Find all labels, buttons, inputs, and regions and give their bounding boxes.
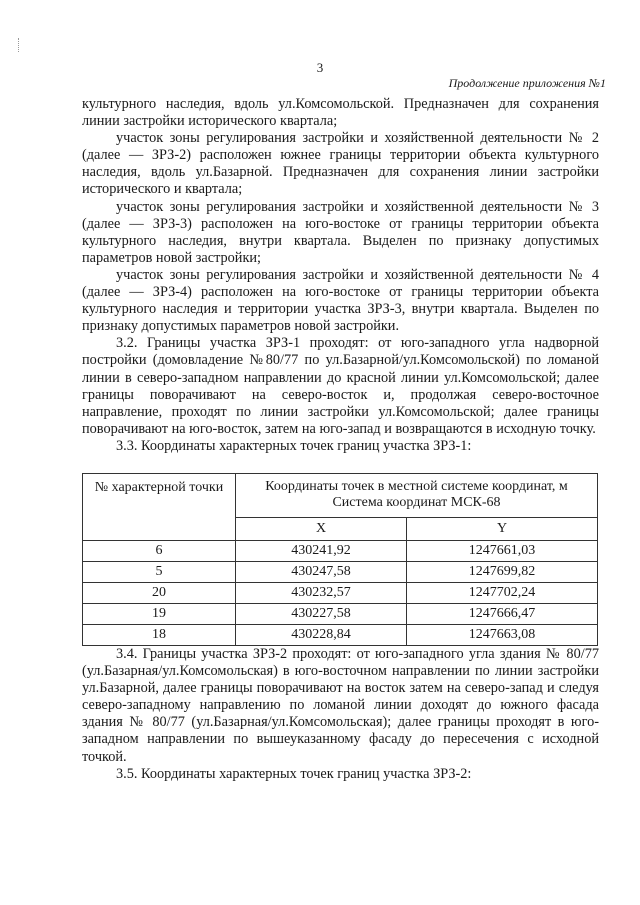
paragraph: участок зоны регулирования застройки и хозяйственной деятельности № 2 (далее — ЗРЗ-2) расположен южнее границы территории объекта культурного наследия, вдоль ул.Базарной. Предназначен для сохранения линии застройки исторического и квартала; — [82, 130, 599, 198]
cell-point: 5 — [83, 561, 236, 582]
coordinates-table — [82, 473, 598, 646]
paragraph: участок зоны регулирования застройки и хозяйственной деятельности № 4 (далее — ЗРЗ-4) расположен на юго-востоке от границы территории объекта культурного наследия и территории участка ЗРЗ-3, внутри квартала. Выделен по признаку допустимых параметров новой застройки. — [82, 266, 599, 335]
cell-x: 430241,92 — [236, 540, 407, 561]
cell-x: 430232,57 — [236, 582, 407, 603]
cell-x: 430247,58 — [236, 561, 407, 582]
appendix-note: Продолжение приложения №1 — [448, 76, 606, 90]
paragraph: 3.4. Границы участка ЗРЗ-2 проходят: от юго-западного угла здания № 80/77 (ул.Базарная/ул.Комсомольская) в юго-восточном направлении по линии застройки ул.Базарной, далее границы поворачивают на восток затем на северо-запад и следуя северо-западному направлению по ломаной линии доходят до южного фасада здания № 80/77 (ул.Базарная/ул.Комсомольская); далее границы проходят в юго-западном направлении по вышеуказанному фасаду до пересечения с исходной точкой. — [82, 645, 599, 765]
table-row — [83, 603, 598, 624]
table-row — [83, 540, 598, 561]
column-header-x: X — [236, 517, 407, 540]
column-header-point: № характерной точки — [83, 473, 236, 540]
table-caption: 3.3. Координаты характерных точек границ участка ЗРЗ-1: — [116, 437, 472, 454]
table-row — [83, 582, 598, 603]
cell-point: 19 — [83, 603, 236, 624]
cell-y: 1247663,08 — [407, 624, 598, 645]
margin-mark — [18, 38, 21, 52]
table-row — [83, 561, 598, 582]
paragraph: участок зоны регулирования застройки и хозяйственной деятельности № 3 (далее — ЗРЗ-3) расположен на юго-востоке от границы территории объекта культурного наследия, внутри квартала. Выделен по признаку допустимых параметров новой застройки; — [82, 198, 599, 266]
cell-y: 1247666,47 — [407, 603, 598, 624]
document-body — [82, 96, 599, 783]
cell-point: 6 — [83, 540, 236, 561]
column-header-y: Y — [407, 517, 598, 540]
cell-y: 1247661,03 — [407, 540, 598, 561]
cell-x: 430227,58 — [236, 603, 407, 624]
cell-point: 20 — [83, 582, 236, 603]
cell-point: 18 — [83, 624, 236, 645]
paragraph: 3.2. Границы участка ЗРЗ-1 проходят: от юго-западного угла надворной постройки (домовладение №80/77 по ул.Базарной/ул.Комсомольской) по ломаной линии в северо-западном направлении до красной линии ул.Комсомольской; далее границы поворачивают на северо-восток и, продолжая северо-восточное направление, проходят по линии застройки ул.Комсомольской; далее границы поворачивают на юго-восток, затем на юго-запад и возвращаются в исходную точку. — [82, 335, 599, 437]
paragraph: культурного наследия, вдоль ул.Комсомольской. Предназначен для сохранения линии застройки исторического квартала; — [82, 96, 599, 130]
page-number: 3 — [316, 60, 324, 75]
cell-x: 430228,84 — [236, 624, 407, 645]
table-row — [83, 624, 598, 645]
cell-y: 1247702,24 — [407, 582, 598, 603]
column-header-coordinates: Координаты точек в местной системе координат, м Система координат МСК-68 — [236, 473, 598, 517]
cell-y: 1247699,82 — [407, 561, 598, 582]
paragraph: 3.5. Координаты характерных точек границ участка ЗРЗ-2: — [116, 765, 472, 782]
